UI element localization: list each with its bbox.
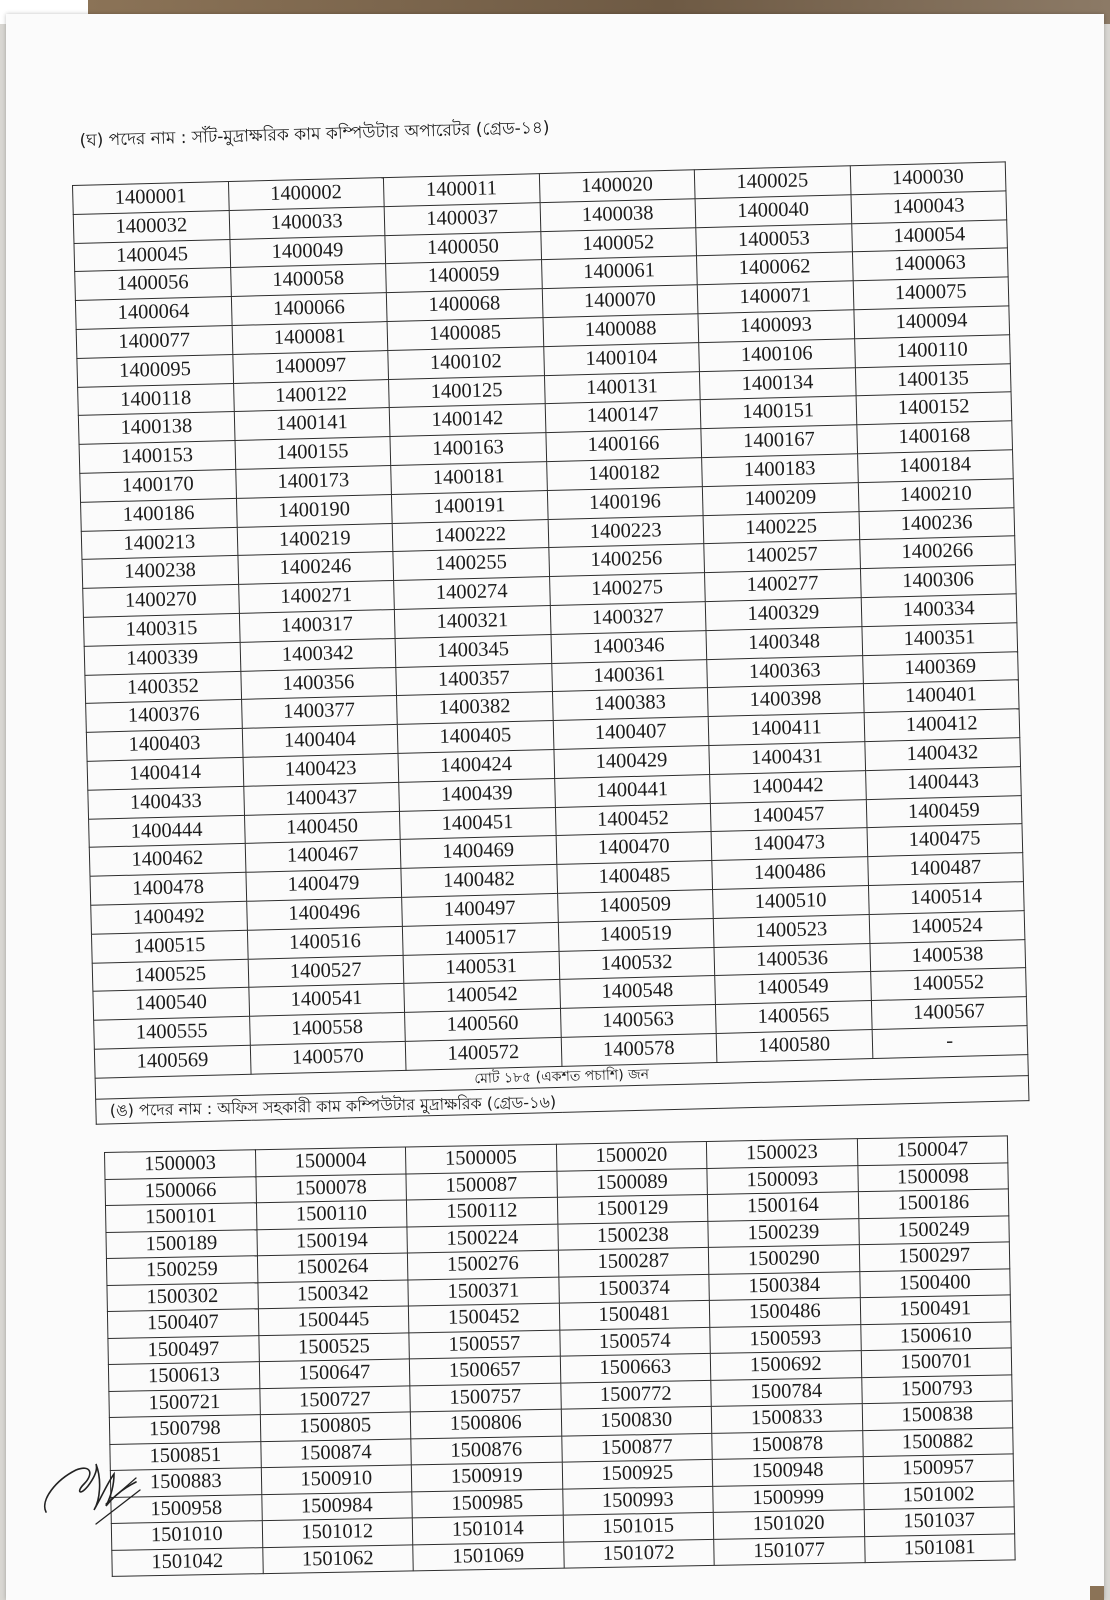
section-e-roll-cell: 1500407 — [107, 1309, 258, 1338]
section-d-roll-cell: 1400429 — [553, 746, 709, 779]
section-d-roll-cell: 1400053 — [696, 223, 852, 256]
section-d-roll-cell: 1400002 — [228, 178, 384, 211]
section-d-roll-cell: 1400532 — [559, 947, 715, 980]
section-d-roll-cell: 1400050 — [385, 231, 541, 264]
section-d-roll-cell: 1400081 — [232, 322, 388, 355]
section-e-roll-cell: 1500805 — [260, 1412, 411, 1441]
section-d-title: (ঘ) পদের নাম : সাঁট-মুদ্রাক্ষরিক কাম কম্পিউটার অপারেটর (গ্রেড-১৪) — [79, 117, 550, 152]
section-e-roll-cell: 1500657 — [409, 1356, 560, 1385]
section-d-roll-cell: 1400256 — [548, 544, 704, 577]
section-d-roll-cell: 1400538 — [869, 939, 1025, 972]
section-e-roll-cell: 1500985 — [412, 1489, 563, 1518]
section-d-roll-cell: 1400151 — [700, 396, 856, 429]
section-e-roll-table — [104, 1135, 1016, 1576]
section-d-roll-cell: 1400025 — [694, 166, 850, 199]
section-d-roll-cell: 1400306 — [860, 565, 1016, 598]
section-d-roll-cell: 1400049 — [229, 235, 385, 268]
section-d-roll-cell: 1400541 — [248, 984, 404, 1017]
section-d-roll-cell: 1400153 — [79, 441, 235, 474]
section-d-roll-cell: 1400580 — [716, 1029, 872, 1062]
section-e-title: (ঙ) পদের নাম : অফিস সহকারী কাম কম্পিউটার মুদ্রাক্ষরিক (গ্রেড-১৬) — [109, 1092, 557, 1121]
section-e-roll-cell: 1500610 — [860, 1321, 1011, 1350]
section-d-roll-cell: 1400222 — [392, 519, 548, 552]
section-e-roll-cell: 1500481 — [559, 1300, 710, 1329]
section-d-roll-cell: 1400097 — [232, 350, 388, 383]
section-d-roll-cell: 1400433 — [88, 786, 244, 819]
section-d-roll-cell: 1400549 — [715, 972, 871, 1005]
section-d-roll-cell: 1400444 — [89, 815, 245, 848]
section-d-roll-cell: 1400345 — [395, 634, 551, 667]
section-e-roll-cell: 1500297 — [859, 1242, 1010, 1271]
section-e-roll-cell: 1500098 — [857, 1162, 1008, 1191]
section-e-roll-cell: 1501069 — [413, 1542, 564, 1571]
section-e-roll-cell: 1500452 — [408, 1303, 559, 1332]
section-d-roll-cell: 1400334 — [861, 594, 1017, 627]
section-d-roll-cell: 1400515 — [91, 930, 247, 963]
section-e-roll-cell: 1500647 — [259, 1359, 410, 1388]
section-d-roll-cell: 1400560 — [405, 1009, 561, 1042]
section-d-roll-cell: 1400548 — [559, 976, 715, 1009]
section-d-roll-cell: 1400450 — [244, 811, 400, 844]
section-d-roll-cell: 1400519 — [558, 918, 714, 951]
section-d-roll-cell: 1400412 — [864, 709, 1020, 742]
section-d-roll-cell: 1400163 — [390, 433, 546, 466]
section-d-roll-cell: 1400351 — [861, 622, 1017, 655]
section-d-roll-cell: 1400467 — [245, 840, 401, 873]
section-d-roll-cell: 1400487 — [867, 853, 1023, 886]
section-e-roll-cell: 1501062 — [262, 1544, 413, 1573]
section-d-roll-cell: 1400404 — [242, 725, 398, 758]
section-e-roll-cell: 1500374 — [558, 1274, 709, 1303]
section-d-roll-cell: 1400275 — [549, 573, 705, 606]
section-e-roll-cell: 1501014 — [412, 1515, 563, 1544]
section-d-roll-cell: 1400186 — [81, 498, 237, 531]
section-d-roll-cell: 1400191 — [391, 490, 547, 523]
section-e-roll-cell: 1500194 — [256, 1226, 407, 1255]
section-d-roll-cell: 1400329 — [705, 598, 861, 631]
section-e-roll-cell: 1500721 — [109, 1388, 260, 1417]
section-e-roll-cell: 1500287 — [558, 1247, 709, 1276]
section-d-roll-cell: 1400348 — [706, 626, 862, 659]
section-e-roll-cell: 1500948 — [712, 1457, 863, 1486]
section-e-roll-cell: 1500878 — [712, 1430, 863, 1459]
section-d-roll-cell: 1400246 — [237, 552, 393, 585]
section-d-roll-cell: 1400424 — [398, 749, 554, 782]
section-d-roll-cell: 1400432 — [864, 738, 1020, 771]
section-d-roll-cell: 1400423 — [243, 753, 399, 786]
section-e-roll-cell: 1500883 — [110, 1468, 261, 1497]
section-d-roll-cell: 1400486 — [712, 857, 868, 890]
section-d-roll-cell: 1400439 — [399, 778, 555, 811]
section-e-roll-cell: 1500784 — [711, 1377, 862, 1406]
section-d-roll-cell: 1400536 — [714, 943, 870, 976]
section-e-roll-cell: 1500238 — [557, 1221, 708, 1250]
section-e-roll-cell: 1500302 — [107, 1282, 258, 1311]
section-d-roll-cell: 1400531 — [403, 951, 559, 984]
section-d-roll-cell: 1400382 — [397, 692, 553, 725]
section-e-roll-cell: 1500727 — [259, 1385, 410, 1414]
section-d-roll-cell: 1400181 — [391, 462, 547, 495]
section-d-roll-cell: 1400542 — [404, 980, 560, 1013]
section-e-roll-cell: 1500557 — [409, 1330, 560, 1359]
total-count-label: মোট ১৮৫ (একশত পচাশি) জন — [95, 1054, 1028, 1099]
section-e-roll-cell: 1500613 — [108, 1362, 259, 1391]
section-e-roll-cell: 1500020 — [556, 1141, 707, 1170]
section-e-roll-cell: 1500003 — [105, 1150, 256, 1179]
section-d-roll-cell: 1400469 — [400, 836, 556, 869]
section-e-roll-cell: 1500249 — [858, 1215, 1009, 1244]
section-e-roll-cell: 1501042 — [112, 1547, 263, 1576]
section-d-table-body — [73, 162, 1029, 1124]
section-e-roll-cell: 1500574 — [559, 1327, 710, 1356]
section-d-roll-cell: 1400102 — [388, 346, 544, 379]
section-d-roll-cell: 1400517 — [402, 922, 558, 955]
section-d-roll-cell: 1400377 — [241, 696, 397, 729]
section-d-roll-cell: 1400075 — [853, 277, 1009, 310]
section-d-roll-cell: 1400361 — [551, 659, 707, 692]
section-d-roll-cell: 1400356 — [240, 667, 396, 700]
section-d-roll-cell: 1400452 — [555, 803, 711, 836]
section-d-roll-cell: 1400457 — [710, 799, 866, 832]
section-e-roll-cell: 1500101 — [105, 1203, 256, 1232]
section-e-roll-cell: 1500757 — [410, 1383, 561, 1412]
section-d-roll-cell: 1400270 — [83, 585, 239, 618]
section-e-roll-cell: 1501081 — [864, 1533, 1015, 1562]
section-d-roll-cell: 1400183 — [702, 454, 858, 487]
section-d-roll-cell: 1400383 — [552, 688, 708, 721]
section-e-roll-cell: 1501012 — [262, 1518, 413, 1547]
section-d-roll-cell: 1400516 — [247, 926, 403, 959]
section-d-roll-cell: 1400492 — [91, 901, 247, 934]
section-e-roll-cell: 1500663 — [560, 1353, 711, 1382]
section-d-roll-cell: 1400106 — [699, 339, 855, 372]
section-d-roll-cell: 1400555 — [94, 1016, 250, 1049]
section-d-roll-cell: 1400210 — [858, 479, 1014, 512]
section-d-roll-cell: 1400437 — [243, 782, 399, 815]
section-d-roll-cell: 1400104 — [543, 342, 699, 375]
section-d-roll-cell: 1400315 — [83, 613, 239, 646]
section-d-roll-cell: 1400405 — [397, 721, 553, 754]
section-d-roll-cell: 1400225 — [703, 511, 859, 544]
section-d-roll-cell: 1400271 — [238, 581, 394, 614]
section-d-roll-cell: 1400173 — [235, 465, 391, 498]
page-corner — [1090, 1586, 1104, 1600]
section-e-roll-cell: 1500882 — [862, 1427, 1013, 1456]
section-d-roll-cell: 1400346 — [551, 630, 707, 663]
section-d-roll-cell: 1400056 — [75, 268, 231, 301]
section-d-roll-cell: 1400064 — [75, 297, 231, 330]
section-e-roll-cell: 1500806 — [410, 1409, 561, 1438]
section-d-roll-cell: 1400184 — [857, 450, 1013, 483]
section-d-roll-cell: 1400266 — [859, 536, 1015, 569]
section-d-roll-cell: 1400037 — [384, 202, 540, 235]
section-d-roll-cell: 1400059 — [386, 260, 542, 293]
section-d-roll-cell: 1400147 — [545, 400, 701, 433]
section-e-roll-cell: 1501077 — [714, 1536, 865, 1565]
section-e-roll-cell: 1501010 — [111, 1521, 262, 1550]
section-e-roll-cell: 1500129 — [557, 1194, 708, 1223]
section-e-roll-cell: 1500371 — [408, 1277, 559, 1306]
section-e-roll-cell: 1500342 — [257, 1279, 408, 1308]
handwritten-signature — [36, 1440, 146, 1530]
section-d-roll-cell: 1400061 — [541, 256, 697, 289]
section-e-roll-cell: 1501037 — [864, 1507, 1015, 1536]
section-e-roll-cell: 1500877 — [561, 1433, 712, 1462]
section-e-roll-cell: 1500910 — [261, 1465, 412, 1494]
section-d-roll-cell: 1400569 — [94, 1045, 250, 1078]
section-d-roll-cell: 1400376 — [86, 700, 242, 733]
section-e-roll-cell: 1500023 — [706, 1139, 857, 1168]
section-d-roll-cell: 1400363 — [707, 655, 863, 688]
section-d-roll-cell: 1400063 — [852, 248, 1008, 281]
section-e-roll-cell: 1500189 — [106, 1229, 257, 1258]
section-e-roll-cell: 1500874 — [260, 1438, 411, 1467]
section-e-roll-cell: 1500999 — [713, 1483, 864, 1512]
section-e-roll-cell: 1500164 — [707, 1192, 858, 1221]
section-d-roll-cell: 1400141 — [234, 408, 390, 441]
section-d-roll-cell: 1400001 — [73, 182, 229, 215]
section-d-roll-cell: 1400431 — [709, 742, 865, 775]
section-d-roll-cell: 1400274 — [394, 577, 550, 610]
section-d-roll-cell: 1400077 — [76, 325, 232, 358]
section-e-roll-cell: 1500004 — [255, 1147, 406, 1176]
section-d-roll-cell: 1400524 — [869, 910, 1025, 943]
section-e-roll-cell: 1500838 — [862, 1401, 1013, 1430]
section-e-roll-cell: 1501002 — [863, 1480, 1014, 1509]
section-d-roll-cell: - — [872, 1026, 1028, 1059]
section-d-roll-cell: 1400443 — [865, 766, 1021, 799]
section-d-roll-cell: 1400401 — [863, 680, 1019, 713]
section-e-roll-cell: 1500224 — [407, 1224, 558, 1253]
section-d-roll-cell: 1400565 — [715, 1001, 871, 1034]
section-e-roll-cell: 1500290 — [708, 1245, 859, 1274]
section-d-roll-cell: 1400085 — [387, 318, 543, 351]
section-d-roll-cell: 1400403 — [86, 729, 242, 762]
section-d-roll-cell: 1400038 — [540, 199, 696, 232]
section-e-roll-cell: 1500259 — [106, 1256, 257, 1285]
section-d-roll-cell: 1400509 — [557, 889, 713, 922]
section-d-roll-cell: 1400045 — [74, 239, 230, 272]
section-d-roll-cell: 1400277 — [705, 569, 861, 602]
section-e-roll-cell: 1500993 — [562, 1486, 713, 1515]
section-d-roll-cell: 1400442 — [710, 770, 866, 803]
section-d-roll-cell: 1400054 — [851, 219, 1007, 252]
section-d-roll-cell: 1400441 — [554, 774, 710, 807]
section-e-roll-cell: 1501072 — [563, 1539, 714, 1568]
section-d-roll-cell: 1400352 — [85, 671, 241, 704]
section-d-roll-cell: 1400209 — [702, 482, 858, 515]
section-e-roll-cell: 1500264 — [257, 1253, 408, 1282]
section-e-roll-cell: 1500593 — [710, 1324, 861, 1353]
section-d-roll-cell: 1400558 — [249, 1012, 405, 1045]
section-d-roll-cell: 1400567 — [871, 997, 1027, 1030]
section-d-roll-cell: 1400321 — [394, 605, 550, 638]
section-d-roll-cell: 1400255 — [393, 548, 549, 581]
section-d-roll-cell: 1400369 — [862, 651, 1018, 684]
section-d-roll-cell: 1400052 — [540, 227, 696, 260]
section-d-roll-cell: 1400155 — [235, 437, 391, 470]
section-d-roll-cell: 1400223 — [548, 515, 704, 548]
section-d-roll-cell: 1400062 — [696, 252, 852, 285]
section-d-roll-cell: 1400030 — [850, 162, 1006, 195]
section-d-roll-cell: 1400190 — [236, 494, 392, 527]
section-d-roll-cell: 1400525 — [92, 959, 248, 992]
section-e-roll-cell: 1500186 — [858, 1189, 1009, 1218]
section-e-roll-cell: 1500525 — [258, 1332, 409, 1361]
section-d-roll-cell: 1400497 — [402, 893, 558, 926]
section-e-roll-cell: 1500066 — [105, 1176, 256, 1205]
section-d-roll-cell: 1400514 — [868, 882, 1024, 915]
section-d-roll-cell: 1400058 — [230, 264, 386, 297]
section-e-roll-cell: 1500497 — [108, 1335, 259, 1364]
section-d-roll-cell: 1400473 — [711, 828, 867, 861]
section-d-roll-cell: 1400135 — [855, 363, 1011, 396]
section-d-roll-cell: 1400033 — [229, 206, 385, 239]
section-e-roll-cell: 1500833 — [711, 1404, 862, 1433]
section-d-roll-cell: 1400118 — [78, 383, 234, 416]
section-e-roll-cell: 1500772 — [560, 1380, 711, 1409]
section-d-roll-cell: 1400540 — [93, 988, 249, 1021]
section-e-roll-cell: 1500112 — [406, 1197, 557, 1226]
section-d-roll-cell: 1400578 — [561, 1033, 717, 1066]
section-d-roll-cell: 1400213 — [81, 527, 237, 560]
section-e-roll-cell: 1500957 — [863, 1454, 1014, 1483]
section-d-roll-cell: 1400482 — [401, 865, 557, 898]
section-d-roll-cell: 1400552 — [870, 968, 1026, 1001]
section-d-roll-cell: 1400398 — [707, 684, 863, 717]
section-d-roll-cell: 1400339 — [84, 642, 240, 675]
section-d-roll-cell: 1400196 — [547, 486, 703, 519]
section-d-roll-cell: 1400572 — [405, 1037, 561, 1070]
section-d-roll-cell: 1400257 — [704, 540, 860, 573]
section-d-roll-cell: 1400032 — [73, 210, 229, 243]
section-e-roll-cell: 1501015 — [563, 1512, 714, 1541]
section-d-roll-cell: 1400478 — [90, 872, 246, 905]
section-d-roll-cell: 1400496 — [246, 897, 402, 930]
section-e-roll-cell: 1500078 — [255, 1173, 406, 1202]
section-d-roll-cell: 1400011 — [383, 174, 539, 207]
section-d-roll-cell: 1400570 — [250, 1041, 406, 1074]
section-d-roll-cell: 1400043 — [850, 191, 1006, 224]
section-d-roll-cell: 1400066 — [231, 293, 387, 326]
section-d-roll-cell: 1400020 — [539, 170, 695, 203]
section-d-roll-table — [72, 161, 1029, 1124]
section-d-roll-cell: 1400238 — [82, 556, 238, 589]
section-e-roll-cell: 1501020 — [713, 1510, 864, 1539]
section-e-roll-cell: 1500047 — [857, 1136, 1008, 1165]
section-d-roll-cell: 1400167 — [701, 425, 857, 458]
section-d-roll-cell: 1400451 — [399, 807, 555, 840]
section-d-roll-cell: 1400479 — [245, 869, 401, 902]
section-d-roll-cell: 1400070 — [542, 285, 698, 318]
section-d-roll-cell: 1400414 — [87, 757, 243, 790]
section-d-roll-cell: 1400411 — [708, 713, 864, 746]
section-e-roll-cell: 1500830 — [561, 1406, 712, 1435]
section-d-roll-cell: 1400122 — [233, 379, 389, 412]
section-e-roll-cell: 1500851 — [110, 1441, 261, 1470]
section-e-roll-cell: 1500087 — [406, 1171, 557, 1200]
section-d-roll-cell: 1400152 — [856, 392, 1012, 425]
section-d-roll-cell: 1400095 — [77, 354, 233, 387]
section-d-roll-cell: 1400088 — [543, 314, 699, 347]
section-d-roll-cell: 1400182 — [546, 458, 702, 491]
section-d-roll-cell: 1400485 — [556, 861, 712, 894]
section-e-roll-cell: 1500089 — [556, 1168, 707, 1197]
section-d-roll-cell: 1400138 — [78, 412, 234, 445]
section-e-roll-cell: 1500384 — [709, 1271, 860, 1300]
section-e-roll-cell: 1500876 — [411, 1436, 562, 1465]
section-d-roll-cell: 1400110 — [854, 335, 1010, 368]
section-d-roll-cell: 1400317 — [239, 609, 395, 642]
section-d-roll-cell: 1400527 — [248, 955, 404, 988]
section-d-roll-cell: 1400093 — [698, 310, 854, 343]
section-d-roll-cell: 1400040 — [695, 195, 851, 228]
section-e-roll-cell: 1500276 — [407, 1250, 558, 1279]
section-d-roll-cell: 1400327 — [550, 602, 706, 635]
section-e-roll-cell: 1500701 — [861, 1348, 1012, 1377]
section-d-roll-cell: 1400131 — [544, 371, 700, 404]
section-d-roll-cell: 1400462 — [89, 844, 245, 877]
section-d-roll-cell: 1400459 — [866, 795, 1022, 828]
section-e-roll-cell: 1500239 — [708, 1218, 859, 1247]
section-d-roll-cell: 1400125 — [389, 375, 545, 408]
section-e-roll-cell: 1500110 — [256, 1200, 407, 1229]
section-d-roll-cell: 1400357 — [396, 663, 552, 696]
section-d-roll-cell: 1400523 — [713, 914, 869, 947]
section-d-roll-cell: 1400134 — [699, 367, 855, 400]
section-d-roll-cell: 1400470 — [556, 832, 712, 865]
section-e-roll-cell: 1500400 — [859, 1268, 1010, 1297]
section-d-roll-cell: 1400510 — [713, 886, 869, 919]
section-d-roll-cell: 1400236 — [859, 507, 1015, 540]
section-d-roll-cell: 1400142 — [389, 404, 545, 437]
section-d-roll-cell: 1400342 — [240, 638, 396, 671]
section-d-roll-cell: 1400168 — [856, 421, 1012, 454]
section-e-roll-cell: 1500486 — [709, 1298, 860, 1327]
section-e-roll-cell: 1500692 — [710, 1351, 861, 1380]
section-d-roll-cell: 1400068 — [386, 289, 542, 322]
section-d-roll-cell: 1400219 — [237, 523, 393, 556]
section-d-roll-cell: 1400094 — [853, 306, 1009, 339]
section-e-roll-cell: 1500919 — [411, 1462, 562, 1491]
section-d-roll-cell: 1400563 — [560, 1005, 716, 1038]
section-e-roll-cell: 1500798 — [109, 1415, 260, 1444]
section-e-roll-cell: 1500984 — [261, 1491, 412, 1520]
section-d-roll-cell: 1400166 — [545, 429, 701, 462]
section-e-roll-cell: 1500925 — [562, 1459, 713, 1488]
section-e-roll-cell: 1500491 — [860, 1295, 1011, 1324]
section-e-roll-cell: 1500005 — [405, 1144, 556, 1173]
section-e-roll-cell: 1500793 — [861, 1374, 1012, 1403]
section-d-roll-cell: 1400475 — [867, 824, 1023, 857]
section-d-roll-cell: 1400170 — [80, 469, 236, 502]
section-e-roll-cell: 1500445 — [258, 1306, 409, 1335]
section-e-table-body — [105, 1136, 1016, 1576]
section-e-roll-cell: 1500093 — [707, 1165, 858, 1194]
section-d-roll-cell: 1400071 — [697, 281, 853, 314]
section-d-roll-cell: 1400407 — [553, 717, 709, 750]
section-e-roll-cell: 1500958 — [111, 1494, 262, 1523]
